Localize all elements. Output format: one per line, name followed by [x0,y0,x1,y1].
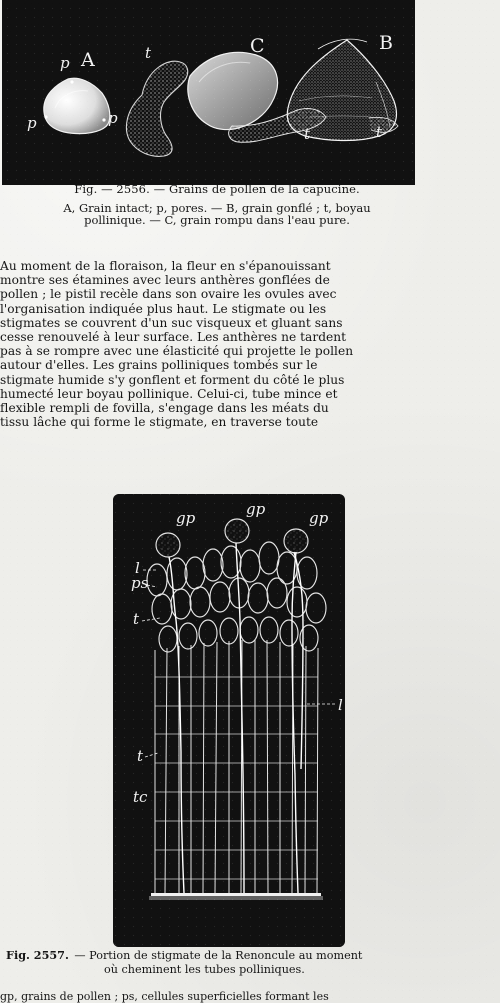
figure-2556-label-t-left: t [145,44,152,62]
main-paragraph-line-9: stigmate humide s'y gonflent et forment du côté le plus [0,372,345,387]
figure-2557-label-l-right: l [338,696,343,714]
main-paragraph [0,259,454,429]
figure-2556-caption-line-2: pollinique. — C, grain rompu dans l'eau pure. [84,213,350,227]
figure-2557-caption-label: Fig. 2557. [6,948,69,962]
figure-2557-label-gp-center: gp [246,500,266,518]
main-paragraph-line-7: pas à se rompre avec une élasticité qui projette le pollen [0,344,354,359]
figure-2557-image [113,494,345,947]
main-paragraph-line-10: humecté leur boyau pollinique. Celui-ci, tube mince et [0,386,338,401]
figure-2557-legend-tail: gp, grains de pollen ; ps, cellules superficielles formant les [0,990,329,1003]
figure-2556-label-a: A [81,49,95,71]
main-paragraph-line-12: tissu lâche qui forme le stigmate, en traverse toute [0,415,319,430]
main-paragraph-line-8: autour d'elles. Les grains polliniques tombés sur le [0,358,318,373]
figure-2556-label-p-left: p [27,114,37,132]
figure-2557-caption-line-2: où cheminent les tubes polliniques. [104,963,305,976]
main-paragraph-line-3: pollen ; le pistil recèle dans son ovaire les ovules avec [0,287,337,302]
figure-2557-caption-line-1 [6,948,472,963]
figure-2557-illustration [113,494,345,947]
figure-2556-label-c: C [250,35,265,57]
figure-2556-label-p-top: p [60,54,70,72]
figure-2556-label-t-bottom-right: t [376,123,383,141]
figure-2556-illustration [2,0,415,185]
main-paragraph-line-1: Au moment de la floraison, la fleur en s'épanouissant [0,259,331,273]
figure-2556-image [2,0,415,185]
main-paragraph-line-11: flexible rempli de fovilla, s'engage dans les méats du [0,401,329,416]
figure-2556-label-p-right: p [108,109,118,127]
figure-2557-label-ps: ps [131,574,149,592]
main-paragraph-line-5: stigmates se couvrent d'un suc visqueux et gluant sans [0,315,343,330]
figure-2557-label-gp-right: gp [309,509,329,527]
figure-2556-caption [36,184,398,227]
figure-2557-caption [6,948,472,977]
figure-2557-label-t-upper: t [133,610,140,628]
figure-2557-label-l-top: l [135,559,140,577]
figure-2557-label-t-lower: t [137,747,144,765]
figure-2557-label-tc: tc [133,788,148,806]
figure-2556-label-b: B [379,32,393,54]
figure-2556-caption-title: Fig. — 2556. — Grains de pollen de la capucine. [74,182,360,196]
figure-2557-caption-text-1: — Portion de stigmate de la Renoncule au moment [74,949,363,962]
figure-2557-label-gp-left: gp [176,509,196,527]
main-paragraph-line-6: cesse renouvelé à leur surface. Les anthères ne tardent [0,330,347,345]
figure-2556-label-t-bottom: t [304,125,311,143]
main-paragraph-line-2: montre ses étamines avec leurs anthères gonflées de [0,273,330,288]
main-paragraph-line-4: l'organisation indiquée plus haut. Le stigmate ou les [0,301,327,316]
figure-2556-caption-line-1: A, Grain intact; p, pores. — B, grain gonflé ; t, boyau [63,200,371,215]
